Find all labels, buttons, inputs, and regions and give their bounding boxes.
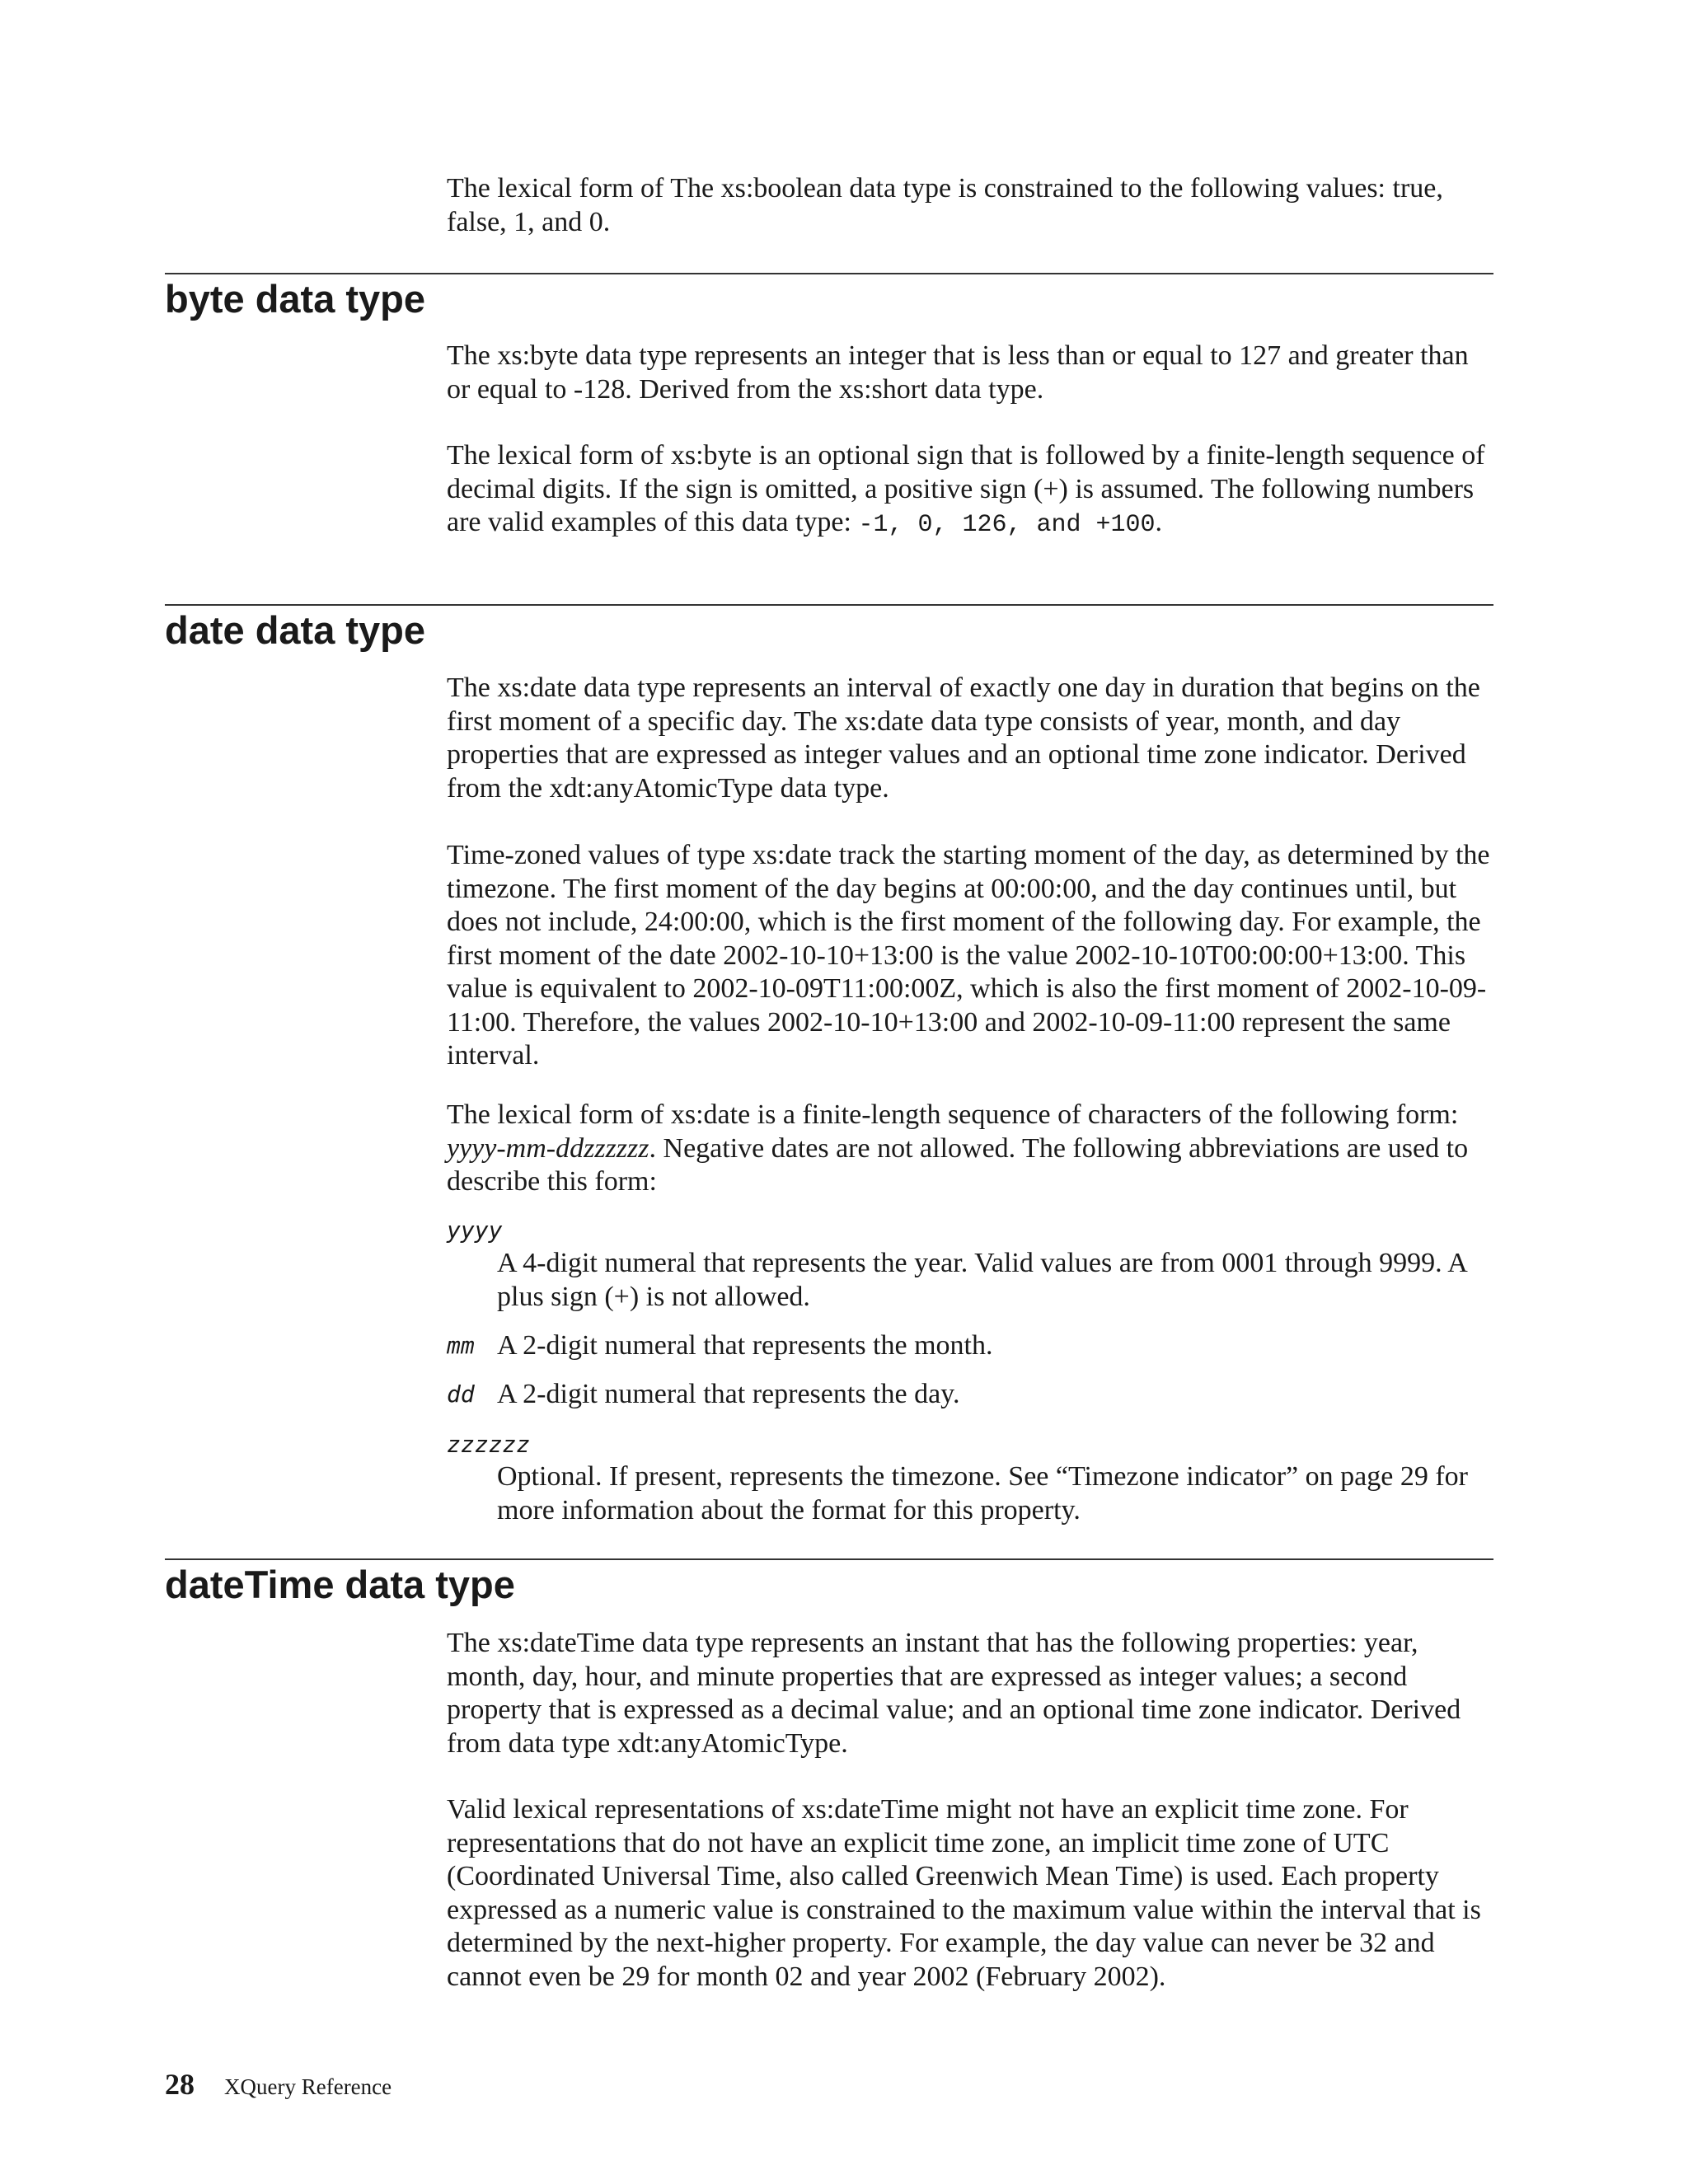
- byte-lexical-paragraph: [447, 439, 1493, 542]
- byte-lexical-end: .: [1155, 507, 1163, 537]
- byte-examples-code: -1, 0, 126, and +100: [858, 511, 1156, 539]
- date-timezone-paragraph: Time-zoned values of type xs:date track the starting moment of the day, as determined by the timezone. The first moment of the day begins at 00:00:00, and the day continues until, but does not include, 24:00:00, which is the first moment of the following day. For example, the first moment of the date 2002-10-10+13:00 is the value 2002-10-10T00:00:00+13:00. This value is equivalent to 2002-10-09T11:00:00Z, which is also the first moment of 2002-10-09-11:00. Therefore, the values 2002-10-10+13:00 and 2002-10-09-11:00 represent the same interval.: [447, 840, 1490, 1071]
- book-title: XQuery Reference: [224, 2074, 392, 2099]
- definition-term-dd: dd: [447, 1380, 475, 1408]
- date-description-paragraph: The xs:date data type represents an interval of exactly one day in duration that begins on the first moment of a specific day. The xs:date data type consists of year, month, and day properties that are expressed as integer values and an optional time zone indicator. Derived from the xdt:anyAtomicType data type.: [447, 673, 1480, 804]
- boolean-lexical-paragraph: The lexical form of The xs:boolean data type is constrained to the following values: true, false, 1, and 0.: [447, 173, 1443, 237]
- page-number: 28: [165, 2068, 195, 2101]
- definition-term-yyyy: yyyy: [447, 1216, 503, 1244]
- section-divider-byte: [165, 273, 1493, 274]
- definition-desc-yyyy: A 4-digit numeral that represents the year. Valid values are from 0001 through 9999. A plus sign (+) is not allowed.: [497, 1248, 1466, 1312]
- datetime-section-heading: dateTime data type: [165, 1563, 515, 1606]
- datetime-lexical-paragraph: Valid lexical representations of xs:dateTime might not have an explicit time zone. For representations that do not have an explicit time zone, an implicit time zone of UTC (Coordinated Universal Time, also called Greenwich Mean Time) is used. Each property expressed as a numeric value is constrained to the maximum value within the interval that is determined by the next-higher property. For example, the day value can never be 32 and cannot even be 29 for month 02 and year 2002 (February 2002).: [447, 1794, 1481, 1992]
- date-section-heading: date data type: [165, 608, 426, 652]
- byte-description-paragraph: The xs:byte data type represents an integer that is less than or equal to 127 and greater than or equal to -128. Derived from the xs:short data type.: [447, 340, 1469, 405]
- definition-term-mm: mm: [447, 1332, 475, 1359]
- byte-section-heading: byte data type: [165, 277, 426, 321]
- definition-desc-mm: A 2-digit numeral that represents the month.: [497, 1330, 993, 1361]
- date-lexical-text: The lexical form of xs:date is a finite-length sequence of characters of the following form:: [447, 1099, 1459, 1130]
- datetime-description-paragraph: The xs:dateTime data type represents an instant that has the following properties: year, month, day, hour, and minute properties that are expressed as integer values; a second property that is expressed as a decimal value; and an optional time zone indicator. Derived from data type xdt:anyAtomicType.: [447, 1628, 1461, 1759]
- date-lexical-paragraph: [447, 1099, 1493, 1199]
- definition-desc-zzzzzz: Optional. If present, represents the timezone. See “Timezone indicator” on page 29 for more information about the format for this property.: [497, 1461, 1468, 1526]
- date-lexical-end: . Negative dates are not allowed. The following abbreviations are used to describe this form:: [447, 1132, 1469, 1197]
- page-footer: [165, 2067, 392, 2102]
- date-form-pattern: yyyy-mm-ddzzzzzz: [447, 1132, 649, 1164]
- section-divider-date: [165, 604, 1493, 606]
- definition-desc-dd: A 2-digit numeral that represents the day.: [497, 1379, 960, 1409]
- section-divider-datetime: [165, 1558, 1493, 1560]
- byte-lexical-text: The lexical form of xs:byte is an optional sign that is followed by a finite-length sequence of decimal digits. If the sign is omitted, a positive sign (+) is assumed. The following numbers are valid examples of this data type:: [447, 440, 1485, 537]
- definition-term-zzzzzz: zzzzzz: [447, 1431, 531, 1458]
